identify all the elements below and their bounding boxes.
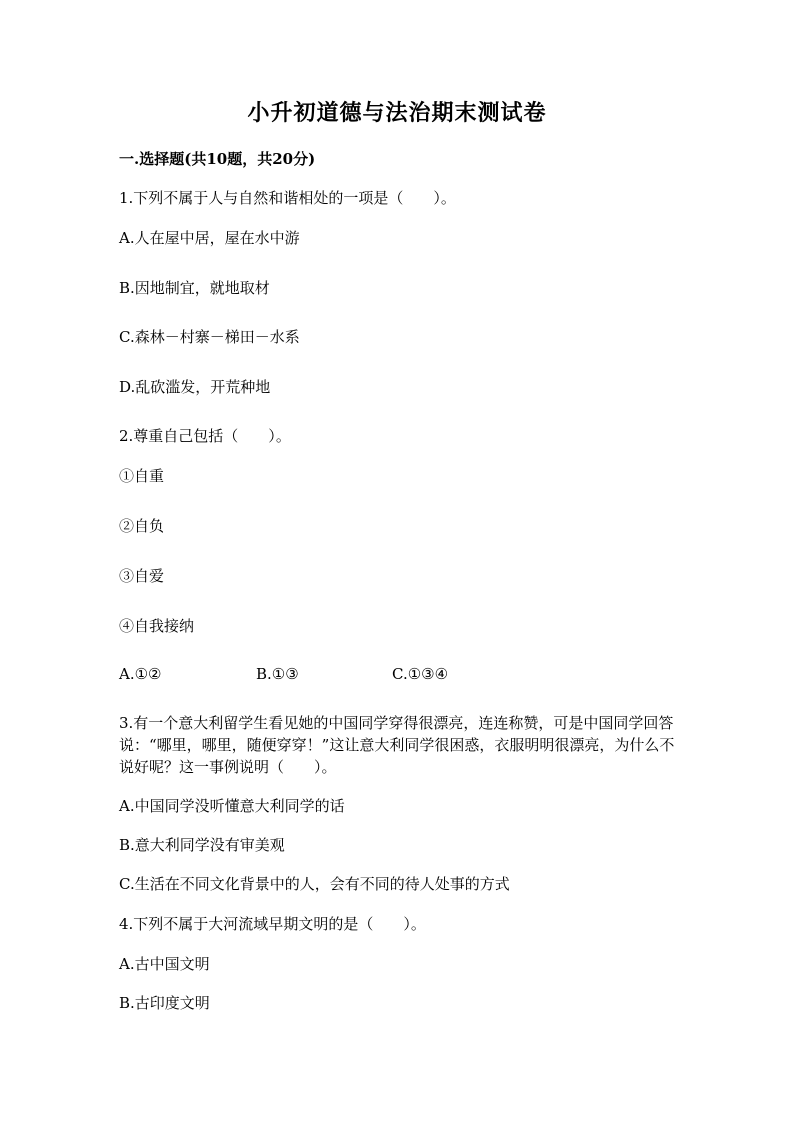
question-1-option-a: A.人在屋中居，屋在水中游 <box>119 229 300 247</box>
question-1-option-c: C.森林－村寨－梯田－水系 <box>119 328 300 346</box>
question-2-option-b: B.①③ <box>256 665 299 683</box>
question-2-stem: 2.尊重自己包括（ ）。 <box>119 427 291 445</box>
question-2-item-2: ②自负 <box>119 517 165 535</box>
page-title: 小升初道德与法治期末测试卷 <box>247 100 547 126</box>
question-1-option-d: D.乱砍滥发，开荒种地 <box>119 378 271 396</box>
question-2-option-a: A.①② <box>119 665 162 683</box>
question-2-item-4: ④自我接纳 <box>119 617 195 635</box>
section-heading: 一.选择题(共10题，共20分) <box>119 150 316 168</box>
question-2-item-1: ①自重 <box>119 467 165 485</box>
question-2-item-3: ③自爱 <box>119 567 165 585</box>
question-1-stem: 1.下列不属于人与自然和谐相处的一项是（ ）。 <box>119 189 456 207</box>
question-2-option-c: C.①③④ <box>392 665 449 683</box>
question-1-option-b: B.因地制宜，就地取材 <box>119 279 270 297</box>
question-3-stem: 3.有一个意大利留学生看见她的中国同学穿得很漂亮，连连称赞，可是中国同学回答说：“哪里，哪里，随便穿穿！”这让意大利同学很困惑，衣服明明很漂亮，为什么不说好呢？这一事例说明（ ）。 <box>119 714 675 776</box>
question-3-option-a: A.中国同学没听懂意大利同学的话 <box>119 797 345 815</box>
question-4-option-a: A.古中国文明 <box>119 955 210 973</box>
question-3-option-c: C.生活在不同文化背景中的人，会有不同的待人处事的方式 <box>119 875 510 893</box>
question-4-option-b: B.古印度文明 <box>119 994 210 1012</box>
question-3-option-b: B.意大利同学没有审美观 <box>119 836 285 854</box>
question-4-stem: 4.下列不属于大河流域早期文明的是（ ）。 <box>119 915 426 933</box>
